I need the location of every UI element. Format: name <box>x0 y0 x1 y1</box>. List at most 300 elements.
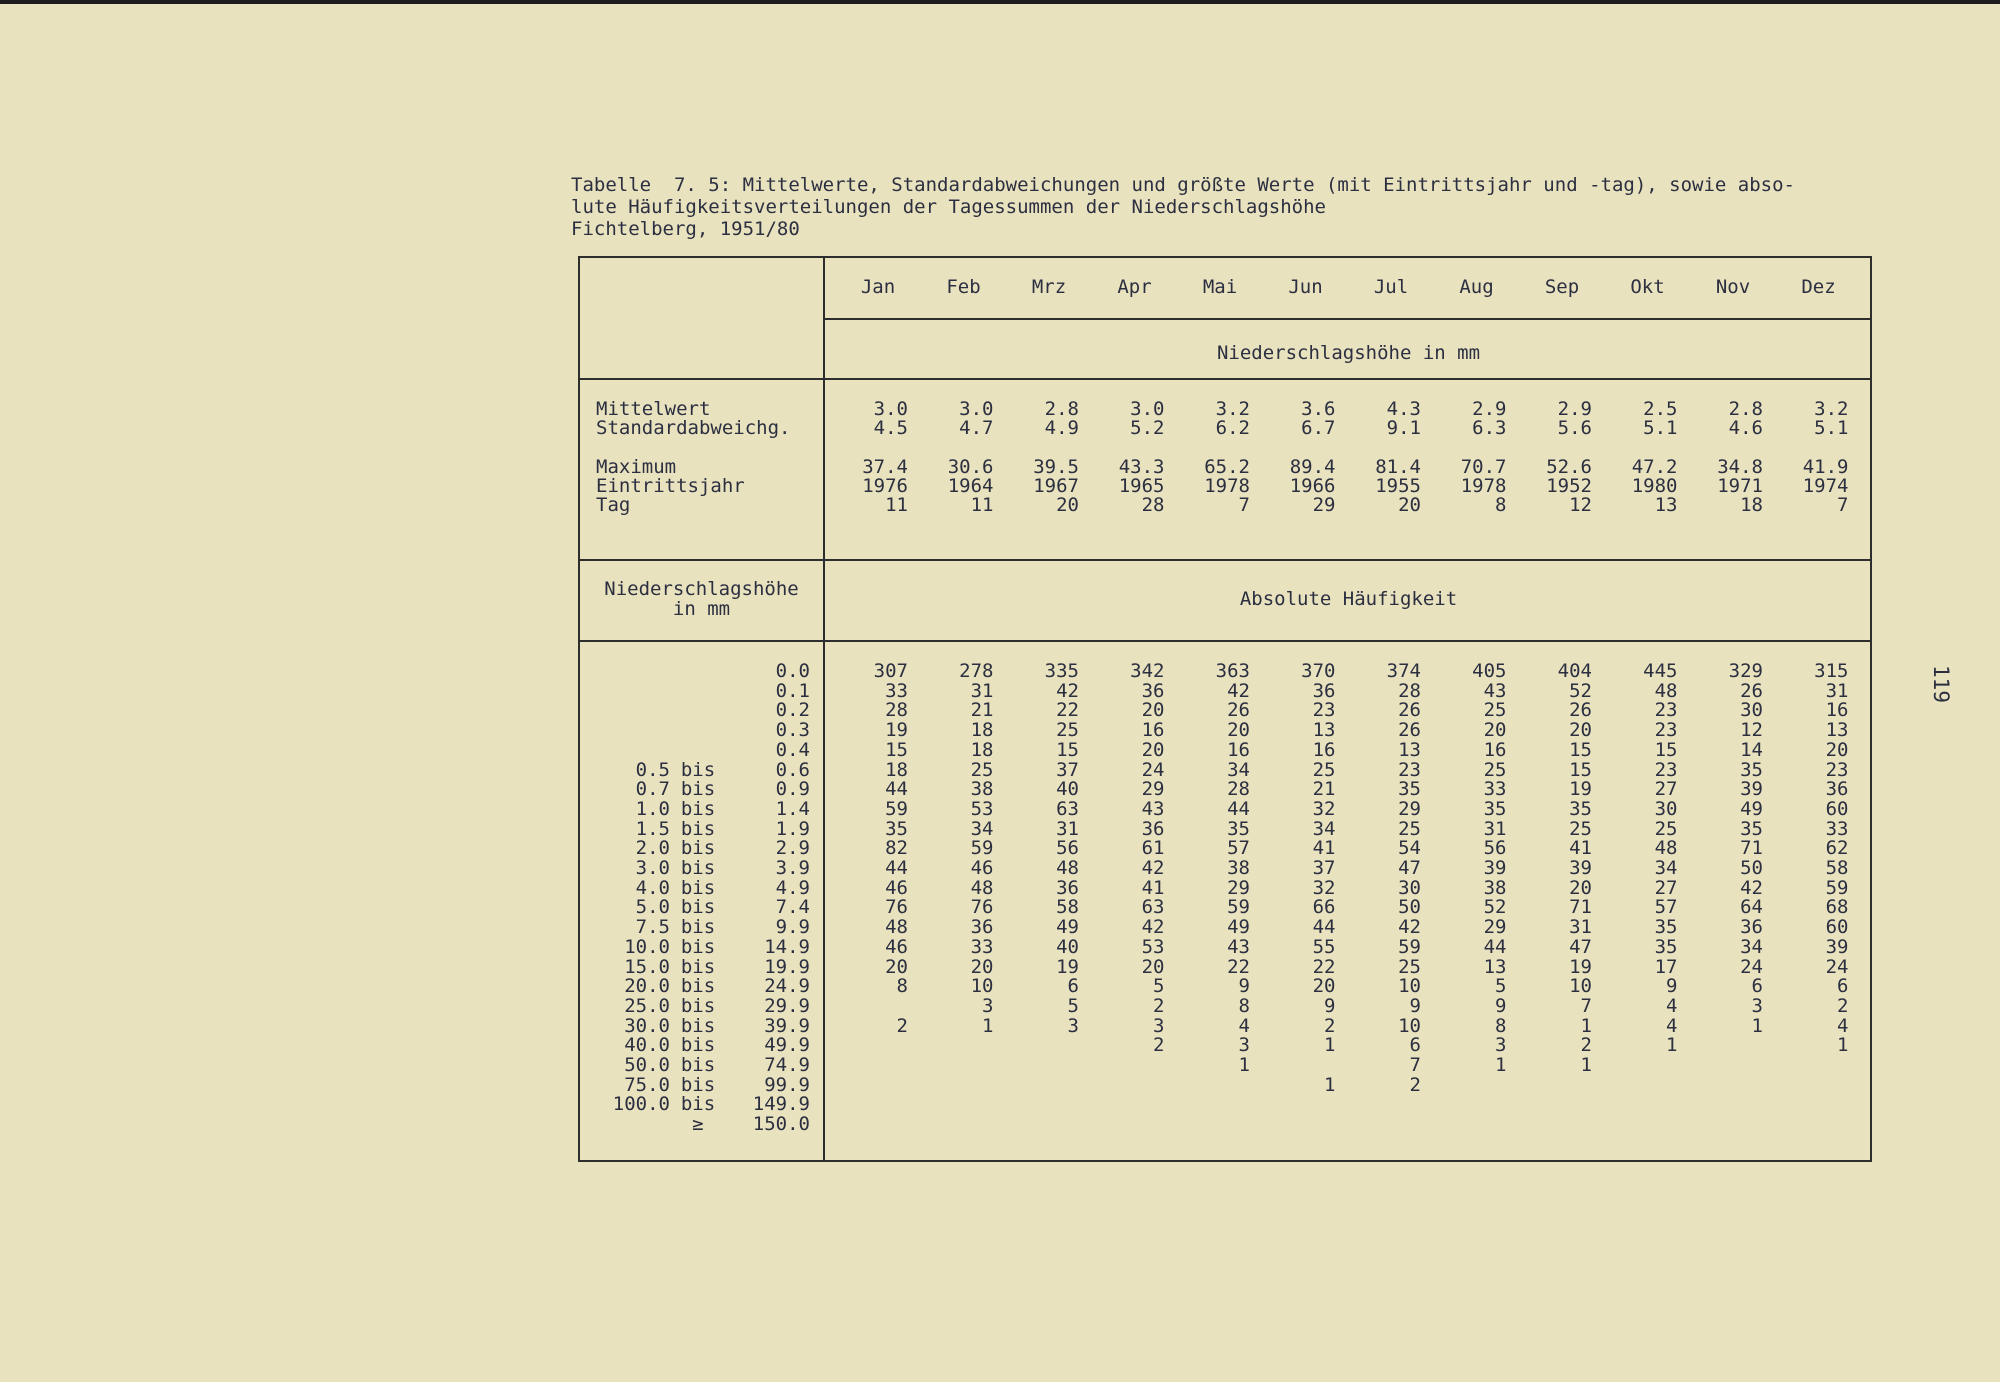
freq-cell: 23 <box>1825 758 1849 781</box>
freq-cell: 2 <box>896 1014 908 1037</box>
freq-cell: 10 <box>1569 975 1592 998</box>
freq-cell: 1 <box>1324 1034 1336 1057</box>
bin-to: 2.9 <box>775 837 810 860</box>
freq-cell: 34 <box>970 817 994 840</box>
stat-max: 81.4 <box>1375 456 1421 478</box>
freq-cell: 26 <box>1398 719 1421 742</box>
freq-cell: 59 <box>885 797 908 820</box>
freq-cell: 405 <box>1472 660 1507 682</box>
caption-line-2: lute Häufigkeitsverteilungen der Tagessummen der Niederschlagshöhe <box>571 196 1326 218</box>
freq-cell: 66 <box>1312 896 1336 919</box>
freq-cell: 2 <box>1324 1014 1336 1037</box>
freq-cell: 13 <box>1398 738 1421 761</box>
bin-from: 0.7 <box>635 778 670 801</box>
freq-cell: 7 <box>1580 994 1592 1017</box>
stat-day: 12 <box>1569 494 1592 516</box>
freq-cell: 3 <box>1751 994 1763 1017</box>
freq-cell: 43 <box>1141 797 1165 820</box>
freq-cell: 40 <box>1056 935 1079 958</box>
freq-cell: 57 <box>1654 896 1678 919</box>
bin-separator: ≥ <box>692 1113 704 1136</box>
freq-cell: 36 <box>1312 679 1336 702</box>
freq-cell: 38 <box>970 778 994 801</box>
freq-cell: 329 <box>1728 660 1763 682</box>
stat-mean: 2.9 <box>1472 398 1507 420</box>
stat-std: 5.1 <box>1814 417 1849 439</box>
freq-cell: 63 <box>1056 797 1079 820</box>
bin-to: 24.9 <box>764 975 810 998</box>
freq-cell: 44 <box>1227 797 1250 820</box>
freq-cell: 28 <box>885 699 908 722</box>
freq-cell: 22 <box>1227 955 1250 978</box>
freq-cell: 1 <box>1495 1054 1507 1076</box>
freq-cell: 16 <box>1825 699 1849 722</box>
freq-cell: 39 <box>1569 857 1592 879</box>
freq-cell: 82 <box>885 837 908 860</box>
bin-to: 1.9 <box>775 817 810 840</box>
stat-std: 5.6 <box>1557 417 1592 439</box>
freq-cell: 25 <box>1654 817 1678 840</box>
freq-cell: 16 <box>1483 738 1507 761</box>
freq-cell: 34 <box>1654 857 1678 879</box>
freq-cell: 52 <box>1569 679 1592 702</box>
freq-cell: 6 <box>1067 975 1079 998</box>
stat-day: 7 <box>1837 494 1849 516</box>
stat-mean: 3.0 <box>1130 398 1165 420</box>
bin-to: 150.0 <box>752 1113 810 1136</box>
freq-cell: 33 <box>1825 817 1849 840</box>
bin-from: 40.0 <box>624 1034 670 1057</box>
freq-header-rule <box>580 640 1872 642</box>
freq-cell: 9 <box>1666 975 1678 998</box>
bin-from: 25.0 <box>624 994 670 1017</box>
freq-header-right: Absolute Häufigkeit <box>1239 588 1458 610</box>
freq-cell: 48 <box>1654 837 1678 860</box>
bin-to: 99.9 <box>764 1073 810 1096</box>
freq-cell: 25 <box>1056 719 1079 742</box>
freq-cell: 23 <box>1654 719 1678 742</box>
freq-cell: 60 <box>1825 797 1849 820</box>
freq-cell: 7 <box>1409 1054 1421 1076</box>
bin-to: 1.4 <box>775 797 810 820</box>
freq-cell: 48 <box>1056 857 1079 879</box>
freq-cell: 3 <box>1153 1014 1165 1037</box>
freq-cell: 42 <box>1227 679 1250 702</box>
freq-header-left-1: Niederschlagshöhe <box>604 578 799 600</box>
freq-cell: 28 <box>1227 778 1250 801</box>
freq-cell: 9 <box>1495 994 1507 1017</box>
bin-to: 0.9 <box>775 778 810 801</box>
stat-year: 1965 <box>1118 475 1165 497</box>
bin-to: 0.6 <box>775 758 810 781</box>
bin-from: 4.0 <box>635 876 670 899</box>
freq-cell: 38 <box>1227 857 1250 879</box>
freq-cell: 15 <box>1569 758 1592 781</box>
freq-cell: 49 <box>1740 797 1763 820</box>
freq-cell: 61 <box>1141 837 1165 860</box>
freq-cell: 6 <box>1751 975 1763 998</box>
freq-cell: 2 <box>1837 994 1849 1017</box>
freq-cell: 25 <box>1398 817 1421 840</box>
freq-cell: 28 <box>1398 679 1421 702</box>
stat-day: 29 <box>1312 494 1336 516</box>
freq-cell: 3 <box>982 994 994 1017</box>
bin-separator: bis <box>680 955 716 978</box>
freq-cell: 44 <box>885 857 908 879</box>
bin-to: 0.0 <box>775 660 810 682</box>
freq-cell: 5 <box>1495 975 1507 998</box>
freq-cell: 60 <box>1825 916 1849 939</box>
freq-cell: 56 <box>1483 837 1507 860</box>
stat-std: 4.6 <box>1728 417 1763 439</box>
freq-cell: 1 <box>1751 1014 1763 1037</box>
freq-cell: 22 <box>1056 699 1079 722</box>
freq-cell: 35 <box>1569 797 1592 820</box>
freq-cell: 24 <box>1740 955 1763 978</box>
freq-cell: 13 <box>1483 955 1507 978</box>
freq-cell: 20 <box>1227 719 1250 742</box>
bin-to: 19.9 <box>764 955 810 978</box>
freq-cell: 41 <box>1569 837 1592 860</box>
freq-cell: 23 <box>1654 699 1678 722</box>
freq-cell: 1 <box>1837 1034 1849 1057</box>
freq-cell: 59 <box>1227 896 1250 919</box>
freq-cell: 14 <box>1740 738 1763 761</box>
freq-cell: 20 <box>970 955 994 978</box>
freq-cell: 59 <box>1825 876 1849 899</box>
freq-cell: 29 <box>1141 778 1165 801</box>
freq-cell: 8 <box>896 975 908 998</box>
freq-cell: 35 <box>1483 797 1507 820</box>
stat-day: 13 <box>1654 494 1678 516</box>
freq-cell: 24 <box>1825 955 1849 978</box>
freq-cell: 19 <box>1569 955 1592 978</box>
freq-cell: 335 <box>1044 660 1079 682</box>
freq-cell: 1 <box>982 1014 994 1037</box>
freq-cell: 4 <box>1666 994 1678 1017</box>
bin-separator: bis <box>680 975 716 998</box>
freq-cell: 8 <box>1238 994 1250 1017</box>
freq-cell: 24 <box>1141 758 1165 781</box>
freq-cell: 38 <box>1483 876 1507 899</box>
bin-from: 75.0 <box>624 1073 670 1096</box>
freq-cell: 278 <box>959 660 994 682</box>
stat-std: 6.7 <box>1301 417 1336 439</box>
freq-cell: 21 <box>1312 778 1336 801</box>
freq-cell: 307 <box>873 660 908 682</box>
stat-std: 4.5 <box>873 417 908 439</box>
month-header-dez: Dez <box>1801 276 1836 298</box>
stat-max: 39.5 <box>1033 456 1079 478</box>
stat-mean: 3.6 <box>1301 398 1336 420</box>
freq-cell: 20 <box>1569 876 1592 899</box>
stat-year: 1964 <box>947 475 994 497</box>
bin-from: 3.0 <box>635 857 670 879</box>
bin-to: 29.9 <box>764 994 810 1017</box>
freq-cell: 44 <box>1312 916 1336 939</box>
freq-cell: 20 <box>1825 738 1849 761</box>
freq-cell: 31 <box>970 679 994 702</box>
stat-mean: 2.8 <box>1044 398 1079 420</box>
freq-cell: 35 <box>1740 758 1763 781</box>
stat-mean: 3.2 <box>1215 398 1250 420</box>
stat-std: 6.2 <box>1215 417 1250 439</box>
freq-cell: 20 <box>1569 719 1592 742</box>
freq-cell: 5 <box>1067 994 1079 1017</box>
freq-cell: 27 <box>1654 876 1678 899</box>
freq-cell: 25 <box>1569 817 1592 840</box>
freq-cell: 15 <box>885 738 908 761</box>
freq-cell: 20 <box>1141 738 1165 761</box>
freq-cell: 57 <box>1227 837 1250 860</box>
freq-cell: 1 <box>1580 1054 1592 1076</box>
precipitation-table <box>578 256 1872 1162</box>
freq-cell: 33 <box>1483 778 1507 801</box>
freq-cell: 29 <box>1483 916 1507 939</box>
freq-cell: 13 <box>1825 719 1849 742</box>
stat-std: 5.2 <box>1130 417 1165 439</box>
freq-cell: 27 <box>1654 778 1678 801</box>
bin-from: 20.0 <box>624 975 670 998</box>
bin-separator: bis <box>680 1073 716 1096</box>
stat-day: 8 <box>1495 494 1507 516</box>
stat-year: 1966 <box>1289 475 1336 497</box>
stat-day: 11 <box>970 494 994 516</box>
freq-cell: 19 <box>1569 778 1592 801</box>
stat-mean: 2.9 <box>1557 398 1592 420</box>
freq-cell: 76 <box>885 896 908 919</box>
freq-cell: 25 <box>970 758 994 781</box>
month-header-jan: Jan <box>860 276 896 298</box>
stat-year: 1952 <box>1546 475 1592 497</box>
month-header-jun: Jun <box>1288 276 1323 298</box>
freq-cell: 35 <box>1654 935 1678 958</box>
bin-to: 4.9 <box>775 876 810 899</box>
freq-cell: 42 <box>1056 679 1079 702</box>
bin-to: 0.4 <box>775 738 810 761</box>
freq-cell: 25 <box>1483 758 1507 781</box>
freq-cell: 10 <box>970 975 994 998</box>
freq-cell: 15 <box>1569 738 1592 761</box>
scan-top-edge <box>0 0 2000 4</box>
bin-separator: bis <box>680 797 716 820</box>
label-year: Eintrittsjahr <box>596 475 745 497</box>
freq-cell: 29 <box>1398 797 1421 820</box>
bin-separator: bis <box>680 896 716 919</box>
freq-cell: 36 <box>1740 916 1763 939</box>
month-header-mrz: Mrz <box>1031 276 1067 298</box>
freq-cell: 20 <box>1141 955 1165 978</box>
freq-cell: 4 <box>1837 1014 1849 1037</box>
freq-cell: 1 <box>1324 1073 1336 1096</box>
bin-to: 149.9 <box>752 1093 810 1116</box>
freq-cell: 35 <box>1740 817 1763 840</box>
freq-cell: 49 <box>1227 916 1250 939</box>
bin-from: 1.5 <box>635 817 670 840</box>
freq-cell: 25 <box>1312 758 1336 781</box>
freq-cell: 39 <box>1483 857 1507 879</box>
freq-cell: 36 <box>1141 679 1165 702</box>
freq-cell: 19 <box>885 719 908 742</box>
freq-cell: 68 <box>1825 896 1849 919</box>
freq-cell: 42 <box>1141 916 1165 939</box>
stat-year: 1974 <box>1802 475 1849 497</box>
freq-cell: 63 <box>1141 896 1165 919</box>
freq-cell: 9 <box>1409 994 1421 1017</box>
bin-to: 39.9 <box>764 1014 810 1037</box>
freq-cell: 37 <box>1312 857 1336 879</box>
freq-cell: 35 <box>1227 817 1250 840</box>
label-std: Standardabweichg. <box>596 417 791 439</box>
bin-from: 7.5 <box>635 916 670 939</box>
freq-cell: 22 <box>1312 955 1336 978</box>
freq-cell: 13 <box>1312 719 1336 742</box>
stat-std: 6.3 <box>1472 417 1507 439</box>
freq-cell: 64 <box>1740 896 1763 919</box>
freq-cell: 9 <box>1238 975 1250 998</box>
unit-header: Niederschlagshöhe in mm <box>1216 342 1481 364</box>
stat-std: 4.7 <box>959 417 994 439</box>
label-mean: Mittelwert <box>596 398 711 420</box>
freq-cell: 62 <box>1825 837 1849 860</box>
bin-separator: bis <box>680 1093 716 1116</box>
stat-mean: 4.3 <box>1386 398 1421 420</box>
stat-max: 41.9 <box>1802 456 1849 478</box>
freq-cell: 50 <box>1398 896 1421 919</box>
freq-cell: 363 <box>1215 660 1250 682</box>
stat-max: 47.2 <box>1631 456 1678 478</box>
freq-cell: 58 <box>1825 857 1849 879</box>
bin-to: 0.1 <box>775 679 810 702</box>
bin-from: 2.0 <box>635 837 670 860</box>
freq-cell: 23 <box>1654 758 1678 781</box>
bin-from: 1.0 <box>635 797 670 820</box>
freq-cell: 36 <box>1825 778 1849 801</box>
freq-cell: 26 <box>1227 699 1250 722</box>
freq-cell: 35 <box>1398 778 1421 801</box>
freq-cell: 30 <box>1740 699 1763 722</box>
freq-cell: 59 <box>1398 935 1421 958</box>
freq-cell: 48 <box>885 916 908 939</box>
freq-cell: 30 <box>1398 876 1421 899</box>
freq-cell: 1 <box>1238 1054 1250 1076</box>
stat-year: 1978 <box>1204 475 1250 497</box>
freq-cell: 33 <box>885 679 908 702</box>
freq-cell: 15 <box>1056 738 1079 761</box>
freq-cell: 25 <box>1483 699 1507 722</box>
freq-cell: 26 <box>1398 699 1421 722</box>
stat-std: 4.9 <box>1044 417 1079 439</box>
freq-cell: 2 <box>1580 1034 1592 1057</box>
stat-year: 1971 <box>1717 475 1763 497</box>
freq-cell: 315 <box>1814 660 1849 682</box>
bin-separator: bis <box>680 1054 716 1076</box>
freq-cell: 58 <box>1056 896 1079 919</box>
stat-year: 1976 <box>862 475 908 497</box>
bin-separator: bis <box>680 1014 716 1037</box>
bin-from: 0.5 <box>635 758 670 781</box>
bin-from: 5.0 <box>635 896 670 919</box>
freq-cell: 49 <box>1056 916 1079 939</box>
freq-cell: 54 <box>1398 837 1421 860</box>
column-divider <box>823 258 825 1160</box>
freq-cell: 36 <box>1141 817 1165 840</box>
stat-max: 65.2 <box>1204 456 1250 478</box>
stat-year: 1978 <box>1460 475 1507 497</box>
freq-cell: 35 <box>885 817 908 840</box>
stat-year: 1955 <box>1375 475 1421 497</box>
freq-cell: 8 <box>1495 1014 1507 1037</box>
freq-cell: 3 <box>1238 1034 1250 1057</box>
freq-cell: 42 <box>1398 916 1421 939</box>
freq-cell: 5 <box>1153 975 1165 998</box>
bin-to: 74.9 <box>764 1054 810 1076</box>
freq-cell: 47 <box>1398 857 1421 879</box>
bin-from: 15.0 <box>624 955 670 978</box>
freq-cell: 23 <box>1398 758 1421 781</box>
bin-separator: bis <box>680 876 716 899</box>
stat-mean: 3.2 <box>1814 398 1849 420</box>
stat-mean: 2.5 <box>1643 398 1678 420</box>
freq-cell: 20 <box>1483 719 1507 742</box>
stat-max: 52.6 <box>1546 456 1592 478</box>
freq-cell: 48 <box>1654 679 1678 702</box>
month-header-aug: Aug <box>1459 276 1494 298</box>
freq-cell: 71 <box>1569 896 1592 919</box>
freq-cell: 30 <box>1654 797 1678 820</box>
freq-cell: 1 <box>1666 1034 1678 1057</box>
caption-line-3: Fichtelberg, 1951/80 <box>571 218 800 240</box>
freq-cell: 404 <box>1557 660 1592 682</box>
stat-day: 18 <box>1740 494 1763 516</box>
header-rule-1 <box>823 318 1872 320</box>
freq-cell: 42 <box>1740 876 1763 899</box>
freq-cell: 59 <box>970 837 994 860</box>
freq-cell: 2 <box>1153 994 1165 1017</box>
bin-to: 9.9 <box>775 916 810 939</box>
freq-cell: 32 <box>1312 797 1336 820</box>
freq-cell: 31 <box>1483 817 1507 840</box>
bin-separator: bis <box>680 817 716 840</box>
bin-separator: bis <box>680 778 716 801</box>
freq-cell: 48 <box>970 876 994 899</box>
stat-max: 34.8 <box>1717 456 1763 478</box>
freq-cell: 36 <box>970 916 994 939</box>
freq-cell: 34 <box>1227 758 1250 781</box>
month-header-mai: Mai <box>1202 276 1238 298</box>
freq-cell: 10 <box>1398 975 1421 998</box>
freq-cell: 16 <box>1312 738 1336 761</box>
freq-cell: 10 <box>1398 1014 1421 1037</box>
freq-cell: 1 <box>1580 1014 1592 1037</box>
stat-max: 89.4 <box>1289 456 1336 478</box>
freq-cell: 21 <box>970 699 994 722</box>
stat-year: 1980 <box>1631 475 1678 497</box>
freq-cell: 50 <box>1740 857 1763 879</box>
freq-cell: 41 <box>1141 876 1165 899</box>
bin-to: 0.3 <box>775 719 810 742</box>
freq-cell: 26 <box>1569 699 1592 722</box>
freq-cell: 16 <box>1227 738 1250 761</box>
month-header-apr: Apr <box>1117 276 1152 298</box>
freq-cell: 17 <box>1654 955 1678 978</box>
bin-from: 100.0 <box>612 1093 670 1116</box>
freq-cell: 3 <box>1495 1034 1507 1057</box>
freq-cell: 53 <box>1141 935 1165 958</box>
stat-max: 43.3 <box>1118 456 1165 478</box>
freq-cell: 26 <box>1740 679 1763 702</box>
freq-cell: 23 <box>1312 699 1336 722</box>
